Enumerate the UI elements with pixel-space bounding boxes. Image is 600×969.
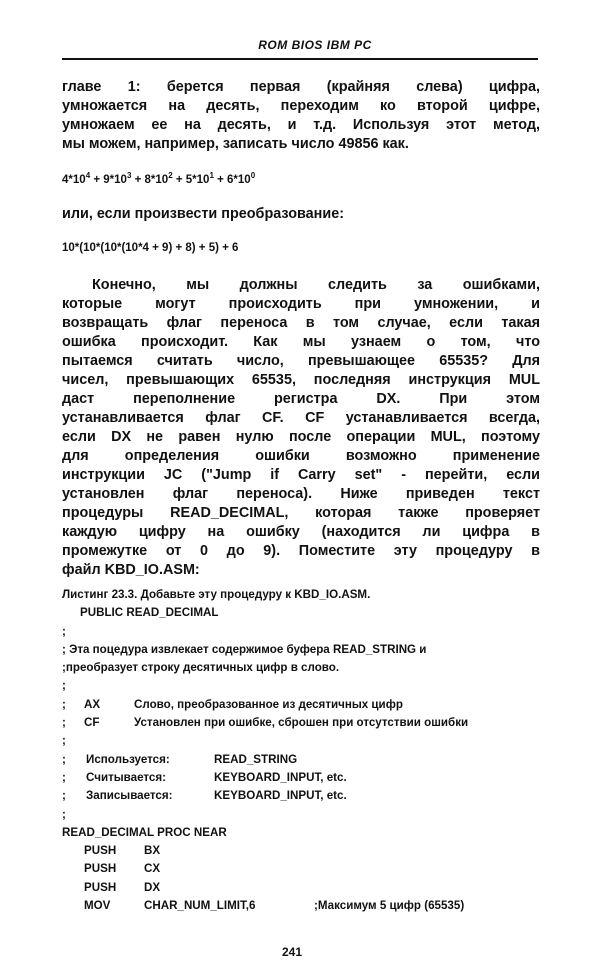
proc-declaration: READ_DECIMAL PROC NEAR (62, 825, 227, 839)
formula-term: $6*10^0$ (227, 171, 256, 186)
formula-term: $5*10^1$ + (185, 171, 227, 186)
code-comment: ; Используется: READ_STRING (62, 752, 298, 766)
code-line: ; (62, 734, 66, 748)
nested-formula: 10*(10*(10*(10*4 + 9) + 8) + 5) + 6 (62, 242, 239, 254)
code-comment: ; AX Слово, преобразованное из десятичных цифр (62, 697, 403, 711)
listing-caption: Листинг 23.3. Добавьте эту процедуру к KBD_IO.ASM. (62, 588, 371, 601)
formula-term: $8*10^2$ + (144, 171, 186, 186)
text-line: устанавливается флаг CF. CF устанавливается всегда, (62, 410, 540, 426)
text-line: для определения ошибки возможно применение (62, 448, 540, 464)
code-line: ; (62, 679, 66, 693)
header-rule (62, 58, 538, 60)
code-line: MOV CHAR_NUM_LIMIT,6 ;Максимум 5 цифр (65535) (84, 899, 465, 913)
text-line: чисел, превышающих 65535, последняя инструкция MUL (62, 372, 540, 388)
formula-term: $9*10^3$ + (103, 171, 145, 186)
text-line: ошибка происходит. Как мы узнаем о том, что (62, 334, 540, 350)
code-listing (62, 586, 542, 915)
code-line: PUSH CX (84, 862, 161, 876)
code-line: PUSH BX (84, 844, 161, 858)
code-line: ; (62, 807, 66, 821)
text-line: или, если произвести преобразование: (62, 206, 344, 222)
text-line: которые могут происходить при умножении, и (62, 296, 540, 312)
code-comment: ; Эта поцедура извлекает содержимое буфера READ_STRING и (62, 642, 427, 656)
text-line: процедуры READ_DECIMAL, которая также проверяет (62, 505, 540, 521)
code-comment: ; Записывается: KEYBOARD_INPUT, etc. (62, 789, 347, 803)
text-line: установлен флаг переноса). Ниже приведен текст (62, 486, 540, 502)
text-line: инструкции JC ("Jump if Carry set" - перейти, если (62, 467, 540, 483)
code-line: PUSH DX (84, 880, 161, 894)
text-line: умножаем ее на десять, и т.д. Используя этот метод, (62, 117, 540, 133)
text-line: Конечно, мы должны следить за ошибками, (92, 277, 540, 293)
text-line: главе 1: берется первая (крайняя слева) цифра, (62, 79, 540, 95)
text-line: мы можем, например, записать число 49856 как. (62, 136, 409, 152)
text-line: умножается на десять, переходим ко второй цифре, (62, 98, 540, 114)
code-line: ; (62, 624, 66, 638)
or-text (62, 205, 540, 224)
code-line: PUBLIC READ_DECIMAL (80, 606, 219, 620)
running-title: ROM BIOS IBM PC (258, 38, 372, 52)
code-comment: ; CF Установлен при ошибке, сброшен при отсутствии ошибки (62, 716, 469, 730)
text-line: даст переполнение регистра DX. При этом (62, 391, 540, 407)
expansion-formula (62, 171, 255, 186)
text-line: если DX не равен нулю после операции MUL, поэтому (62, 429, 540, 445)
page-number: 241 (282, 945, 303, 959)
code-comment: ;преобразует строку десятичных цифр в слово. (62, 661, 340, 675)
code-comment: ; Считывается: KEYBOARD_INPUT, etc. (62, 770, 347, 784)
text-line: каждую цифру на ошибку (находится ли цифра в (62, 524, 540, 540)
intro-paragraph (62, 78, 540, 154)
text-line: пытаемся считать число, превышающее 65535? Для (62, 353, 540, 369)
text-line: файл KBD_IO.ASM: (62, 562, 200, 578)
formula-term: $4*10^4$ + (62, 171, 104, 186)
body-paragraph (62, 276, 540, 580)
text-line: промежутке от 0 до 9). Поместите эту процедуру в (62, 543, 540, 559)
text-line: возвращать флаг переноса в том случае, если такая (62, 315, 540, 331)
